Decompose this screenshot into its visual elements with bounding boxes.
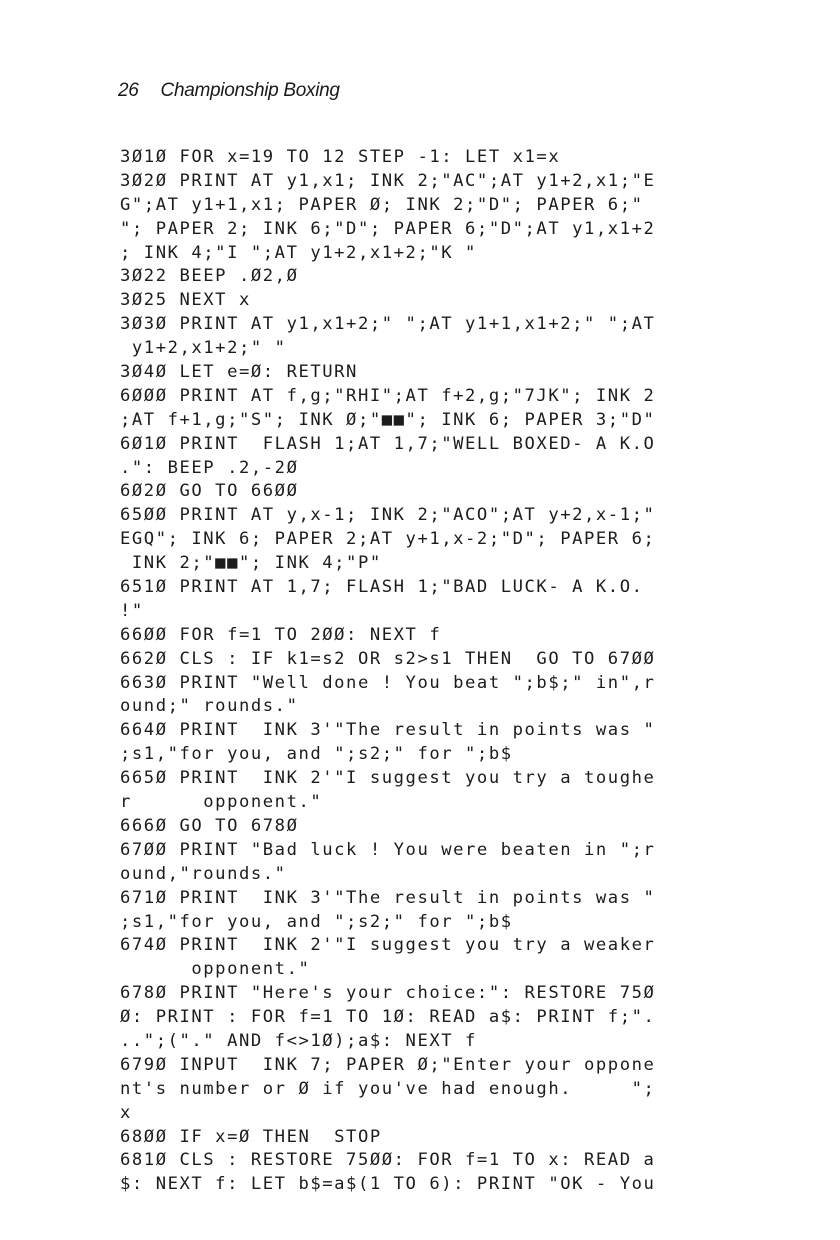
code-line: 3Ø3Ø PRINT AT y1,x1+2;" ";AT y1+1,x1+2;" ";AT [120, 314, 656, 335]
code-line: .": BEEP .2,-2Ø [120, 457, 299, 478]
code-line: r opponent." [120, 792, 323, 813]
code-line: 674Ø PRINT INK 2'"I suggest you try a weaker [120, 935, 656, 956]
code-line: EGQ"; INK 6; PAPER 2;AT y+1,x-2;"D"; PAPER 6; [120, 529, 656, 550]
code-line: 3Ø4Ø LET e=Ø: RETURN [120, 362, 358, 383]
code-line: ;AT f+1,g;"S"; INK Ø;"■■"; INK 6; PAPER 3;"D" [120, 409, 656, 430]
code-line: 66ØØ FOR f=1 TO 2ØØ: NEXT f [120, 624, 442, 645]
code-line: 6Ø2Ø GO TO 66ØØ [120, 481, 299, 502]
code-line: ;s1,"for you, and ";s2;" for ";b$ [120, 911, 513, 932]
chapter-title: Championship Boxing [160, 80, 340, 101]
code-line: ound;" rounds." [120, 696, 299, 717]
code-line: ; INK 4;"I ";AT y1+2,x1+2;"K " [120, 242, 477, 263]
code-line: 665Ø PRINT INK 2'"I suggest you try a toughe [120, 768, 656, 789]
code-line: ;s1,"for you, and ";s2;" for ";b$ [120, 744, 513, 765]
code-line: 651Ø PRINT AT 1,7; FLASH 1;"BAD LUCK- A K.O. [120, 577, 644, 598]
page-header [118, 80, 340, 102]
code-line: 662Ø CLS : IF k1=s2 OR s2>s1 THEN GO TO 67ØØ [120, 648, 656, 669]
code-line: 3Ø25 NEXT x [120, 290, 251, 311]
code-line: 671Ø PRINT INK 3'"The result in points was " [120, 887, 656, 908]
code-line: 67ØØ PRINT "Bad luck ! You were beaten in ";r [120, 839, 656, 860]
code-line: 3Ø1Ø FOR x=19 TO 12 STEP -1: LET x1=x [120, 147, 561, 167]
code-line: 3Ø22 BEEP .Ø2,Ø [120, 266, 299, 287]
code-line: "; PAPER 2; INK 6;"D"; PAPER 6;"D";AT y1,x1+2 [120, 218, 656, 239]
code-line: 6ØØØ PRINT AT f,g;"RHI";AT f+2,g;"7JK"; INK 2 [120, 385, 656, 406]
code-line: y1+2,x1+2;" " [120, 338, 287, 359]
code-line: ound,"rounds." [120, 863, 287, 884]
code-line: INK 2;"■■"; INK 4;"P" [120, 553, 382, 574]
code-line: opponent." [120, 959, 311, 980]
code-line: !" [120, 600, 144, 621]
code-line: 3Ø2Ø PRINT AT y1,x1; INK 2;"AC";AT y1+2,x1;"E [120, 170, 656, 191]
code-line: ..";("." AND f<>1Ø);a$: NEXT f [120, 1030, 477, 1051]
page-number: 26 [118, 80, 139, 101]
code-line: 664Ø PRINT INK 3'"The result in points was " [120, 720, 656, 741]
code-line: G";AT y1+1,x1; PAPER Ø; INK 2;"D"; PAPER 6;" [120, 194, 644, 215]
code-line: x [120, 1102, 132, 1123]
code-line: 6Ø1Ø PRINT FLASH 1;AT 1,7;"WELL BOXED- A K.O [120, 433, 656, 454]
code-line: 65ØØ PRINT AT y,x-1; INK 2;"ACO";AT y+2,x-1;" [120, 505, 656, 526]
code-line: nt's number or Ø if you've had enough. "; [120, 1078, 656, 1099]
code-line: 666Ø GO TO 678Ø [120, 815, 299, 836]
code-line: Ø: PRINT : FOR f=1 TO 1Ø: READ a$: PRINT f;". [120, 1007, 656, 1028]
program-listing [120, 146, 720, 1197]
code-line: $: NEXT f: LET b$=a$(1 TO 6): PRINT "OK - You [120, 1174, 656, 1195]
code-line: 663Ø PRINT "Well done ! You beat ";b$;" in",r [120, 672, 656, 693]
code-line: 678Ø PRINT "Here's your choice:": RESTORE 75Ø [120, 983, 656, 1004]
code-line: 681Ø CLS : RESTORE 75ØØ: FOR f=1 TO x: READ a [120, 1150, 656, 1171]
code-line: 679Ø INPUT INK 7; PAPER Ø;"Enter your oppone [120, 1054, 656, 1075]
code-line: 68ØØ IF x=Ø THEN STOP [120, 1126, 382, 1147]
